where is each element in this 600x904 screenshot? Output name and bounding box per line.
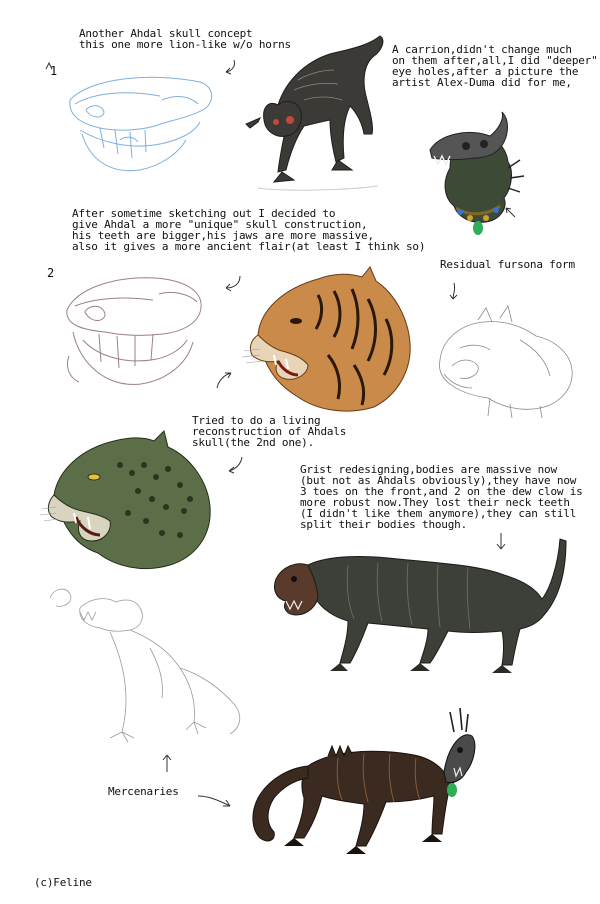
note-fursona: Residual fursona form xyxy=(440,258,575,271)
note-skull-concept: Another Ahdal skull concept this one more lion-like w/o horns xyxy=(79,27,291,51)
grist-creature-illustration xyxy=(268,535,568,685)
copyright-note: (c)Feline xyxy=(34,876,92,889)
arrow-icon xyxy=(45,62,53,70)
arrow-icon xyxy=(447,282,461,302)
fursona-sketch xyxy=(430,300,580,420)
carrion-creature-illustration xyxy=(238,30,393,195)
mercenary-creature-illustration xyxy=(248,706,478,870)
note-mercenaries: Mercenaries xyxy=(108,785,179,798)
arrow-icon xyxy=(222,58,238,76)
arrow-icon xyxy=(160,752,174,774)
leopard-head-illustration xyxy=(40,425,220,575)
note-unique-skull: After sometime sketching out I decided to give Ahdal a more "unique" skull construction, his teeth are bigger,his jaws are more massive, also it gives a more ancient flair(at least I think so) xyxy=(72,207,426,253)
note-carrion: A carrion,didn't change much on them after,all,I did "deeper" eye holes,after a picture the artist Alex-Duma did for me, xyxy=(392,43,598,89)
arrow-icon xyxy=(196,792,236,814)
tiger-head-illustration xyxy=(238,265,418,415)
arrow-icon xyxy=(214,370,234,390)
unique-skull-sketch xyxy=(55,270,210,400)
blue-skull-sketch xyxy=(60,70,220,185)
sitting-creature-sketch xyxy=(40,578,250,748)
note-grist: Grist redesigning,bodies are massive now (but not as Ahdals obviously),they have now 3 toes on the front,and 2 on the dew clow is more robust now.They lost their neck teeth (I didn't like them anymore),they can still split their bodies though. xyxy=(300,463,583,531)
arrow-icon xyxy=(225,455,245,475)
sketch-number-1: 1 xyxy=(50,64,58,78)
note-living-reconstruction: Tried to do a living reconstruction of Ahdals skull(the 2nd one). xyxy=(192,414,347,449)
sketch-number-2: 2 xyxy=(47,266,55,280)
skull-bust-illustration xyxy=(420,108,530,238)
